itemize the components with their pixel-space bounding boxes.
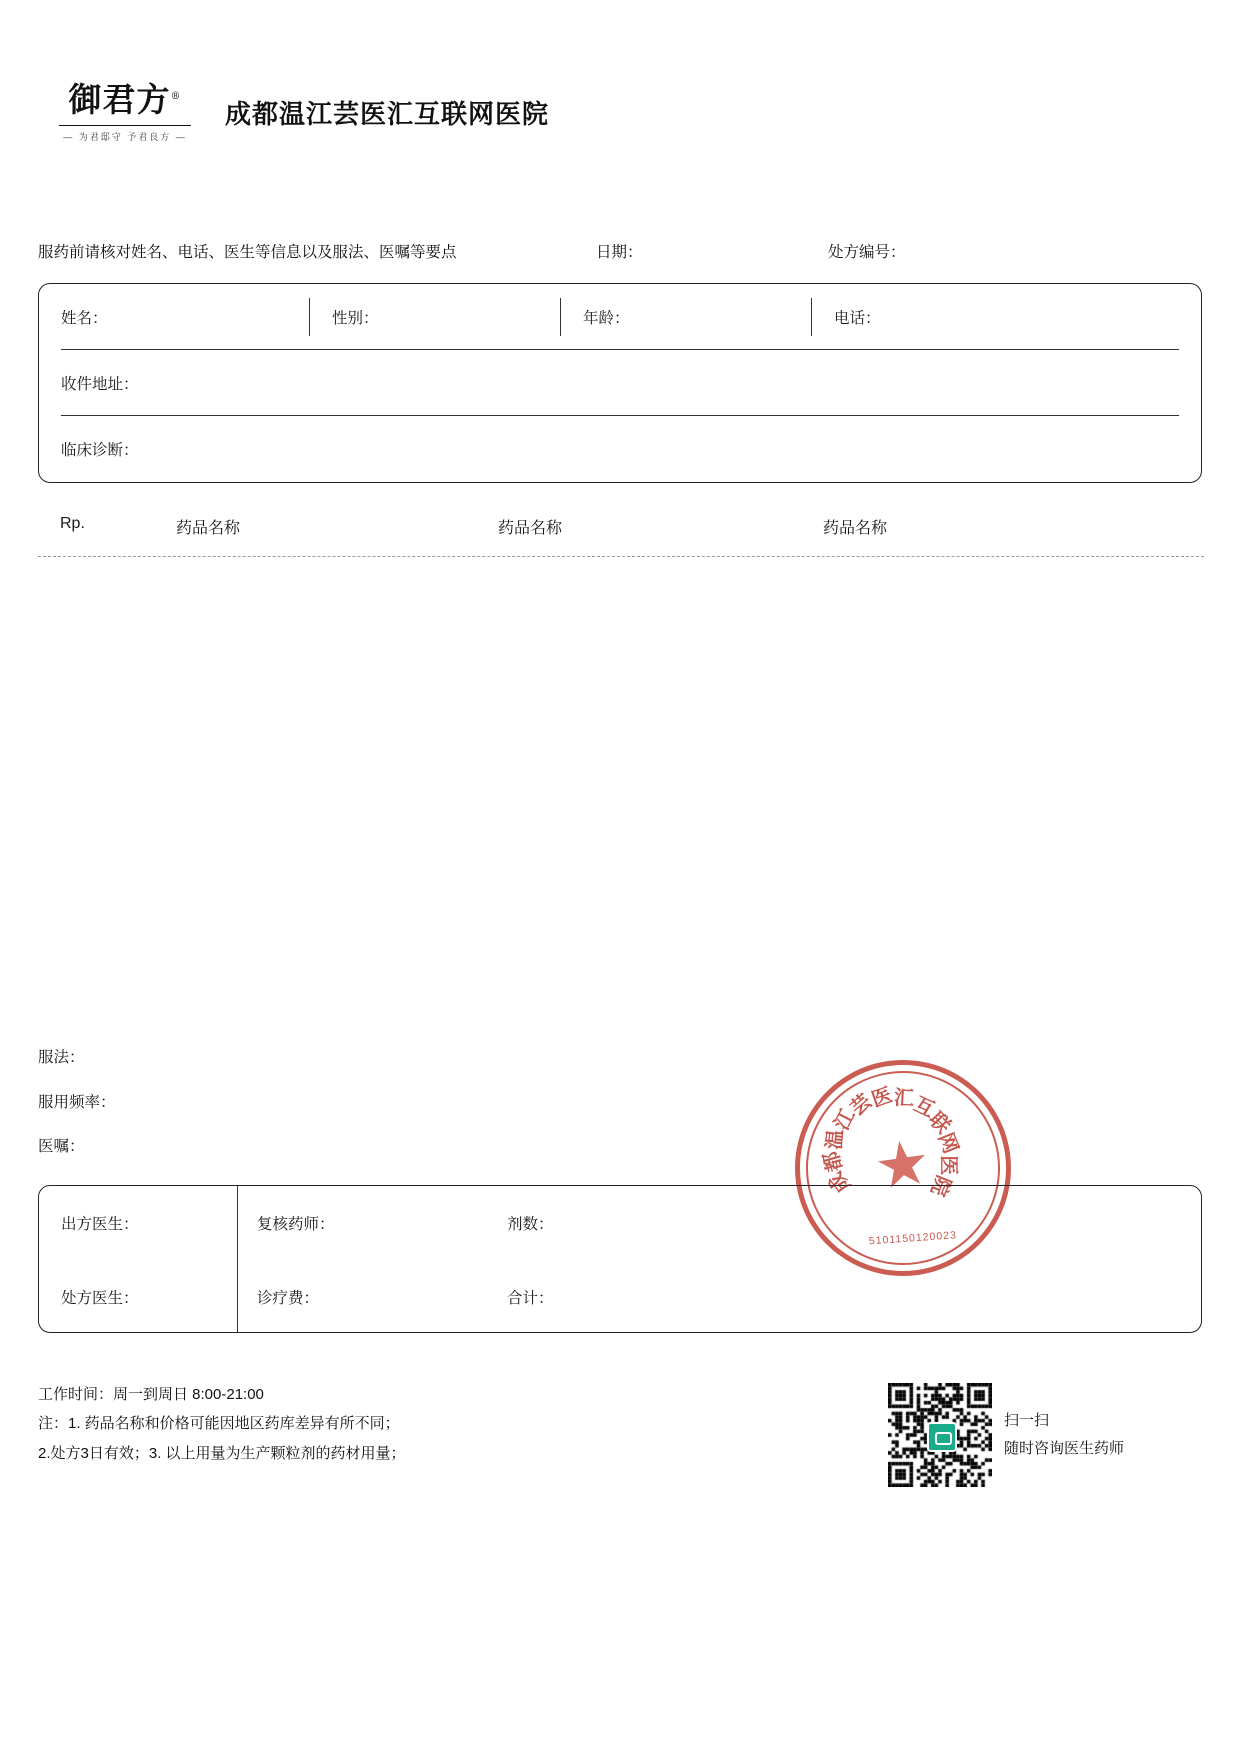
seal-ring-char: 江 — [828, 1105, 860, 1134]
seal-ring-char: 联 — [924, 1106, 956, 1138]
seal-ring-char: 汇 — [893, 1085, 915, 1111]
drug-list-area — [38, 566, 1204, 1036]
clinical-diagnosis-label: 临床诊断： — [61, 442, 139, 459]
dose-count-label: 剂数： — [507, 1216, 554, 1233]
brand-logo — [55, 82, 195, 143]
logo-text — [69, 82, 182, 118]
date-label: 日期： — [596, 244, 643, 261]
dashed-separator — [38, 556, 1204, 557]
seal-ring-char: 网 — [933, 1129, 964, 1157]
patient-row-3 — [39, 416, 1201, 482]
note-line-1: 注：1. 药品名称和价格可能因地区药库差异有所不同； — [38, 1415, 400, 1433]
review-pharmacist-label: 复核药师： — [257, 1216, 335, 1233]
rp-header-row — [38, 505, 1204, 545]
seal-ring-char: 医 — [937, 1155, 962, 1176]
usage-frequency-row[interactable] — [38, 1095, 738, 1111]
consultation-fee-label: 诊疗费： — [257, 1290, 320, 1307]
prescriber-label: 处方医生： — [61, 1290, 139, 1307]
prescription-number-label: 处方编号： — [828, 244, 906, 261]
drug-column-header-2: 药品名称 — [498, 520, 563, 537]
seal-ring-char: 成 — [823, 1167, 855, 1199]
hospital-name: 成都温江芸医汇互联网医院 — [225, 99, 550, 130]
note-line-2: 2.处方3日有效；3. 以上用量为生产颗粒剂的药材用量； — [38, 1444, 406, 1462]
footer-notes — [38, 1380, 838, 1468]
drug-column-header-1: 药品名称 — [176, 520, 241, 537]
total-label: 合计： — [507, 1290, 554, 1307]
seal-ring-char: 医 — [868, 1082, 896, 1112]
signature-row-2 — [39, 1260, 1201, 1334]
patient-address-label: 收件地址： — [61, 376, 139, 393]
rp-label: Rp. — [60, 515, 85, 532]
registered-trademark-icon: ® — [170, 91, 182, 102]
patient-name-label: 姓名： — [61, 310, 108, 327]
patient-age-field[interactable] — [561, 284, 811, 350]
patient-address-field[interactable] — [39, 350, 1201, 416]
usage-method-row[interactable] — [38, 1050, 738, 1066]
patient-row-2 — [39, 350, 1201, 416]
patient-name-field[interactable] — [39, 284, 309, 350]
logo-slogan: — 为君邸守 予君良方 — — [63, 132, 187, 143]
clinical-diagnosis-field[interactable] — [39, 416, 1201, 482]
consult-label: 随时咨询医生药师 — [1004, 1440, 1125, 1457]
issuing-doctor-label: 出方医生： — [61, 1216, 139, 1233]
usage-frequency-label: 服用频率： — [38, 1093, 116, 1111]
qr-section — [888, 1383, 1124, 1487]
qr-code[interactable] — [888, 1383, 992, 1487]
logo-main-text: 御君方 — [68, 80, 171, 119]
patient-phone-field[interactable] — [812, 284, 1201, 350]
usage-advice-label: 医嘱： — [38, 1138, 85, 1155]
drug-column-header-3: 药品名称 — [823, 520, 888, 537]
seal-ring-char: 互 — [910, 1091, 939, 1122]
document-header — [55, 82, 549, 143]
seal-ring-char: 院 — [926, 1172, 956, 1200]
scan-label: 扫一扫 — [1004, 1411, 1050, 1429]
signature-box — [38, 1185, 1202, 1333]
seal-ring-char: 温 — [821, 1128, 848, 1151]
logo-divider — [59, 125, 191, 126]
usage-block — [38, 1050, 738, 1184]
work-hours-text: 工作时间：周一到周日 8:00-21:00 — [38, 1386, 264, 1403]
prescriber-field[interactable] — [61, 1260, 139, 1334]
seal-ring-char: 芸 — [845, 1088, 877, 1121]
usage-advice-row[interactable] — [38, 1139, 738, 1155]
total-field[interactable] — [507, 1260, 554, 1334]
patient-phone-label: 电话： — [834, 310, 881, 327]
dose-count-field[interactable] — [507, 1186, 554, 1260]
patient-age-label: 年龄： — [583, 310, 630, 327]
seal-star-icon: ★ — [870, 1127, 935, 1204]
notice-text: 服药前请核对姓名、电话、医生等信息以及服法、医嘱等要点 — [38, 244, 457, 261]
wechat-icon — [927, 1422, 957, 1452]
qr-caption — [1004, 1407, 1124, 1464]
seal-code-text: 5101150120023 — [868, 1229, 958, 1248]
review-pharmacist-field[interactable] — [257, 1186, 335, 1260]
patient-info-box — [38, 283, 1202, 483]
patient-gender-field[interactable] — [310, 284, 560, 350]
patient-gender-label: 性别： — [332, 310, 379, 327]
patient-row-1 — [39, 284, 1201, 350]
seal-ring-char: 都 — [818, 1148, 847, 1175]
issuing-doctor-field[interactable] — [61, 1186, 139, 1260]
signature-row-1 — [39, 1186, 1201, 1260]
usage-method-label: 服法： — [38, 1049, 85, 1066]
consultation-fee-field[interactable] — [257, 1260, 319, 1334]
